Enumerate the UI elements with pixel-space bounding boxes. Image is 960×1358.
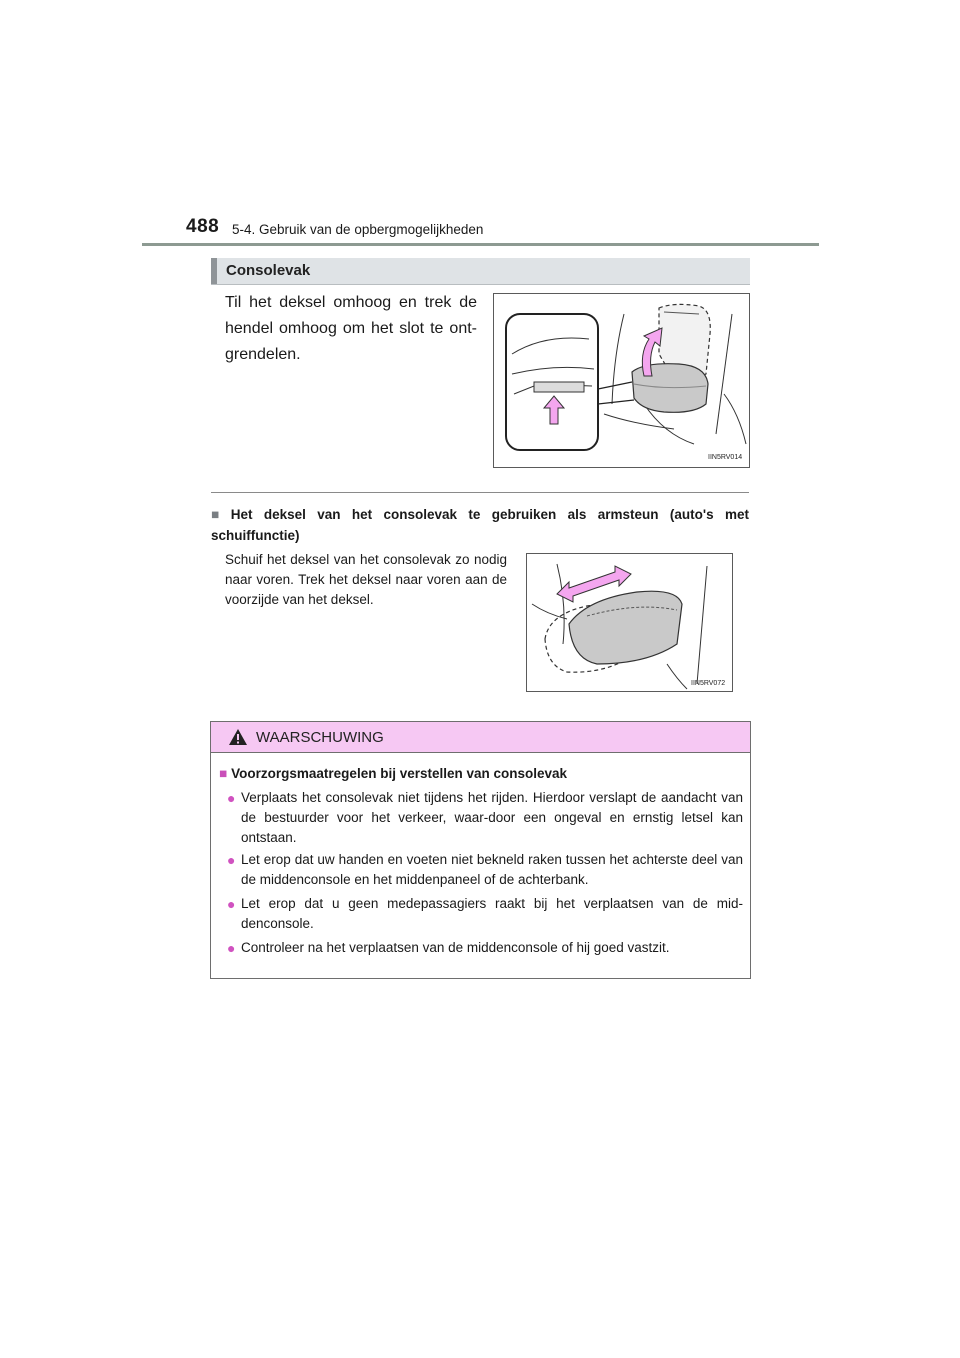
warning-bullet-text: Controleer na het verplaatsen van de middenconsole of hij goed vastzit. [241, 940, 670, 955]
figure-armrest-slide [526, 553, 733, 692]
console-lid-illustration [494, 294, 749, 467]
subsection-heading-text: Het deksel van het consolevak te gebruiken als armsteun (auto's met schuiffunctie) [211, 507, 749, 543]
section-underline [211, 284, 750, 285]
figure-code: IIN5RV072 [691, 680, 726, 687]
warning-bullet [227, 938, 743, 958]
warning-bullet-text: Verplaats het consolevak niet tijdens het rijden. Hierdoor verslapt de aandacht van de bestuurder voor het verkeer, waar-door een ongeval en ernstig letsel kan ontstaan. [241, 790, 743, 845]
chapter-title: 5-4. Gebruik van de opbergmogelijkheden [232, 222, 484, 237]
round-bullet-icon: ● [227, 790, 236, 806]
section-accent [211, 258, 217, 284]
round-bullet-icon: ● [227, 852, 236, 868]
warning-box [210, 721, 751, 979]
page-number: 488 [186, 216, 220, 237]
warning-topic [219, 766, 567, 781]
warning-bullet-text: Let erop dat uw handen en voeten niet bekneld raken tussen het achterste deel van de middenconsole en het middenpaneel of de achterbank. [241, 852, 743, 887]
round-bullet-icon: ● [227, 940, 236, 956]
intro-text: Til het deksel omhoog en trek de hendel omhoog om het slot te ont-grendelen. [225, 294, 477, 363]
warning-topic-text: Voorzorgsmaatregelen bij verstellen van consolevak [231, 766, 568, 781]
header-rule [142, 243, 819, 246]
warning-header [211, 722, 750, 753]
warning-bullet-text: Let erop dat u geen medepassagiers raakt bij het verplaatsen van de mid-denconsole. [241, 896, 743, 931]
subsection-rule [211, 492, 749, 493]
warning-triangle-icon [228, 728, 248, 746]
subsection-body: Schuif het deksel van het consolevak zo nodig naar voren. Trek het deksel naar voren aan de voorzijde van het deksel. [225, 552, 507, 607]
figure-console-lid-unlock [493, 293, 750, 468]
warning-bullet [227, 850, 743, 890]
round-bullet-icon: ● [227, 896, 236, 912]
section-heading-bar [211, 258, 750, 284]
warning-label: WAARSCHUWING [256, 729, 384, 746]
square-bullet-icon: ■ [211, 507, 227, 522]
warning-bullet [227, 788, 743, 848]
subsection-heading [211, 504, 749, 546]
warning-bullet [227, 894, 743, 934]
section-title: Consolevak [226, 262, 311, 279]
figure-code: IIN5RV014 [708, 454, 743, 461]
armrest-slide-illustration [527, 554, 732, 691]
square-bullet-icon: ■ [219, 766, 228, 781]
